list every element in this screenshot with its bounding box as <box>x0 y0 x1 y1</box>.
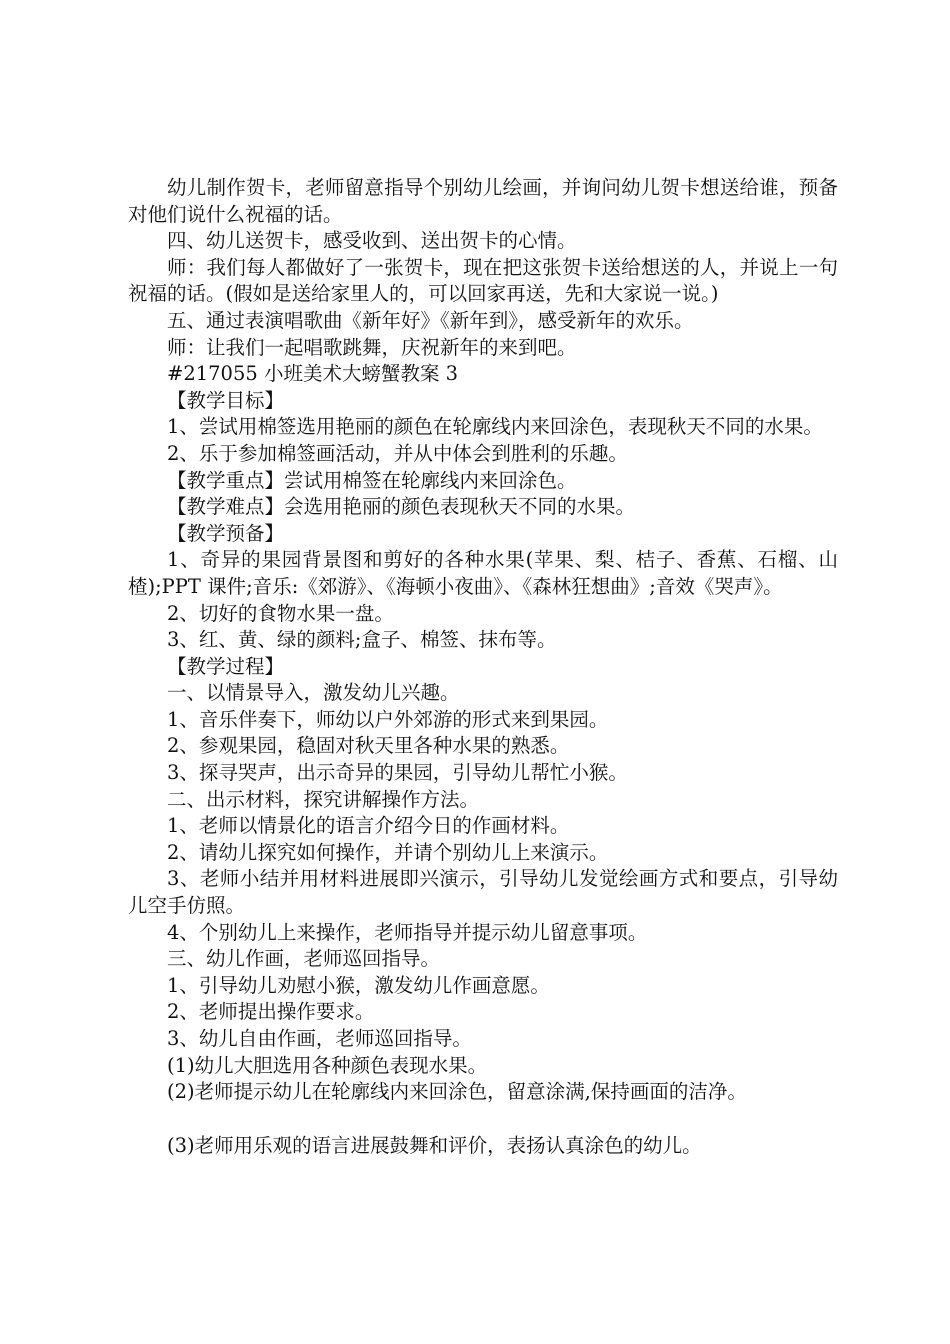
heading-teaching-preparation: 【教学预备】 <box>167 521 285 545</box>
paragraph: 3、幼儿自由作画，老师巡回指导。 <box>167 1027 472 1050</box>
heading-teaching-goals: 【教学目标】 <box>167 388 285 412</box>
paragraph: 3、红、黄、绿的颜料;盒子、棉签、抹布等。 <box>167 628 557 652</box>
paragraph: 2、乐于参加棉签画活动，并从中体会到胜利的乐趣。 <box>167 441 628 465</box>
paragraph: 2、老师提出操作要求。 <box>167 1000 375 1024</box>
paragraph: 二、出示材料，探究讲解操作方法。 <box>167 787 480 811</box>
paragraph: 师：让我们一起唱歌跳舞，庆祝新年的来到吧。 <box>167 335 577 359</box>
paragraph: 一、以情景导入，激发幼儿兴趣。 <box>167 681 460 705</box>
paragraph: 四、幼儿送贺卡，感受收到、送出贺卡的心情。 <box>167 229 577 253</box>
section-title: #217055 小班美术大螃蟹教案 3 <box>167 362 459 386</box>
heading-teaching-difficulty: 【教学难点】会选用艳丽的颜色表现秋天不同的水果。 <box>167 495 636 519</box>
heading-teaching-focus: 【教学重点】尝试用棉签在轮廓线内来回涂色。 <box>167 468 577 492</box>
paragraph: 1、老师以情景化的语言介绍今日的作画材料。 <box>167 814 570 838</box>
paragraph: (3)老师用乐观的语言进展鼓舞和评价，表扬认真涂色的幼儿。 <box>167 1133 702 1157</box>
paragraph: 2、请幼儿探究如何操作，并请个别幼儿上来演示。 <box>167 840 609 864</box>
paragraph: (1)幼儿大胆选用各种颜色表现水果。 <box>167 1053 488 1077</box>
paragraph: 3、老师小结并用材料进展即兴演示，引导幼儿发觉绘画方式和要点，引导幼儿空手仿照。 <box>128 867 838 918</box>
document-body <box>128 175 838 1159</box>
paragraph: 1、引导幼儿劝慰小猴，激发幼儿作画意愿。 <box>167 973 550 997</box>
paragraph: 幼儿制作贺卡，老师留意指导个别幼儿绘画，并询问幼儿贺卡想送给谁，预备对他们说什么祝福的话。 <box>128 176 838 226</box>
paragraph: (2)老师提示幼儿在轮廓线内来回涂色，留意涂满,保持画面的洁净。 <box>167 1080 747 1104</box>
paragraph: 五、通过表演唱歌曲《新年好》《新年到》，感受新年的欢乐。 <box>167 308 694 332</box>
paragraph: 1、音乐伴奏下，师幼以户外郊游的形式来到果园。 <box>167 707 609 731</box>
paragraph: 1、奇异的果园背景图和剪好的各种水果(苹果、梨、桔子、香蕉、石榴、山楂);PPT 课件;音乐:《郊游》、《海顿小夜曲》、《森林狂想曲》;音效《哭声》。 <box>128 548 838 598</box>
paragraph: 三、幼儿作画，老师巡回指导。 <box>167 947 441 971</box>
paragraph: 1、尝试用棉签选用艳丽的颜色在轮廓线内来回涂色，表现秋天不同的水果。 <box>167 415 823 439</box>
paragraph: 3、探寻哭声，出示奇异的果园，引导幼儿帮忙小猴。 <box>167 761 628 785</box>
paragraph: 4、个别幼儿上来操作，老师指导并提示幼儿留意事项。 <box>167 920 648 944</box>
heading-teaching-process: 【教学过程】 <box>167 654 285 678</box>
paragraph: 2、参观果园，稳固对秋天里各种水果的熟悉。 <box>167 734 570 758</box>
paragraph: 师：我们每人都做好了一张贺卡，现在把这张贺卡送给想送的人，并说上一句祝福的话。(假如是送给家里人的，可以回家再送，先和大家说一说。) <box>128 255 838 306</box>
paragraph: 2、切好的食物水果一盘。 <box>167 601 394 625</box>
